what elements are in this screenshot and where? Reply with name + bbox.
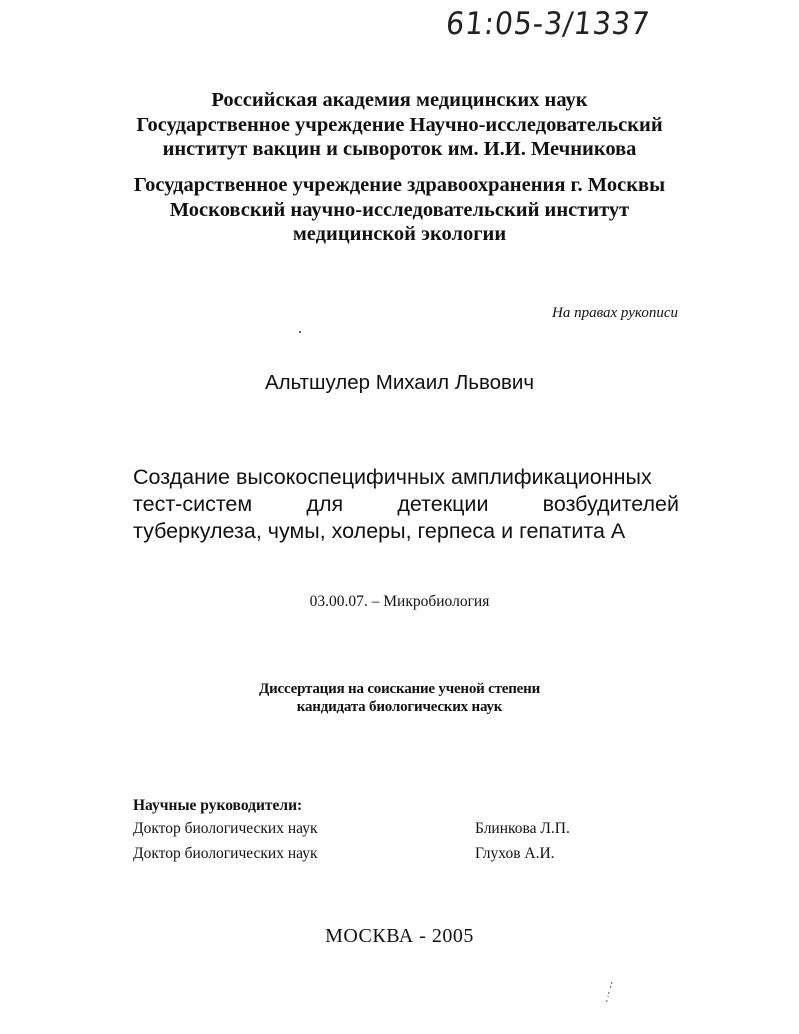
organization-line: Российская академия медицинских наук (211, 89, 588, 111)
supervisor-name: Блинкова Л.П. (475, 820, 570, 837)
title-text: туберкулеза, чумы, холеры, герпеса и гепатита А (133, 519, 626, 543)
title-word: детекции (397, 492, 489, 516)
dissertation-title (133, 464, 679, 545)
supervisors-heading: Научные руководители: (133, 797, 303, 814)
specialty-code: 03.00.07. – Микробиология (309, 593, 490, 610)
degree-line: Диссертация на соискание ученой степени (258, 681, 541, 697)
organization-line: Московский научно-исследовательский институт (169, 198, 630, 221)
organization-line: медицинской экологии (292, 223, 507, 245)
title-line-3 (133, 518, 679, 545)
degree-statement (0, 680, 799, 716)
organization-line: Государственное учреждение здравоохранения г. Москвы (133, 174, 666, 196)
supervisor-name: Глухов А.И. (475, 845, 555, 862)
organization-block-2 (0, 173, 799, 247)
author-name: Альтшулер Михаил Львович (264, 371, 535, 394)
scan-speck (299, 331, 301, 333)
title-word: тест-систем (133, 492, 253, 516)
title-line-1 (133, 464, 679, 491)
title-line-2 (133, 491, 679, 518)
organization-line: Государственное учреждение Научно-исследовательский (136, 113, 663, 136)
title-text: Создание высокоспецифичных амплификационных (133, 465, 652, 489)
degree-line: кандидата биологических наук (296, 699, 503, 715)
manuscript-rights-note: На правах рукописи (552, 305, 678, 321)
title-word: возбудителей (542, 492, 679, 516)
organization-block-1 (0, 88, 799, 162)
supervisor-degree: Доктор биологических наук (133, 820, 318, 837)
organization-line: институт вакцин и сывороток им. И.И. Мечникова (162, 138, 637, 160)
city-year: МОСКВА - 2005 (325, 925, 474, 947)
supervisor-degree: Доктор биологических наук (133, 845, 318, 862)
archive-number: 61:05-3/1337 (444, 6, 652, 42)
scan-mark (600, 980, 620, 1006)
title-word: для (306, 492, 344, 516)
